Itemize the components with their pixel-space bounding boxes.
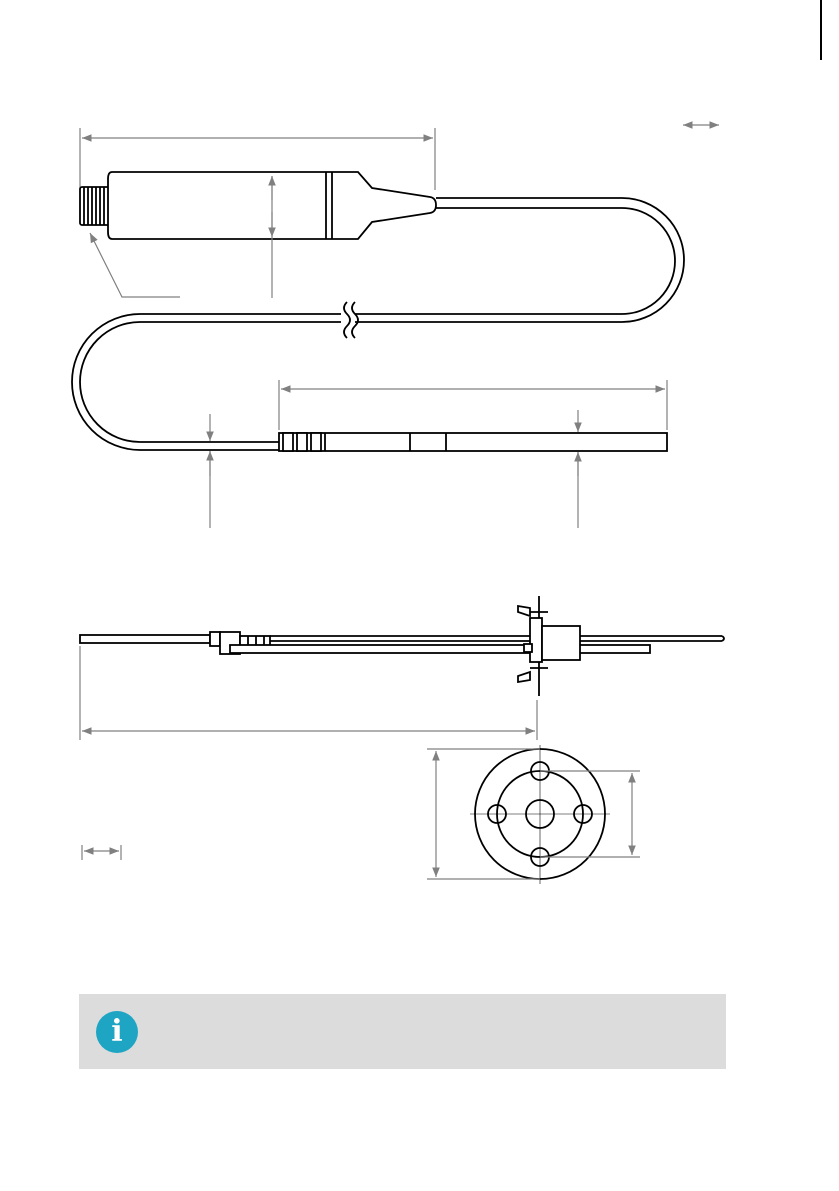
connector-leader [90, 233, 180, 297]
info-icon: i [96, 1011, 138, 1053]
probe-cable-view [72, 125, 719, 528]
probe-flange-side-view [80, 596, 724, 860]
insertion-length-dimension [80, 646, 537, 740]
probe-length-dimension [279, 380, 667, 430]
scale-bar [82, 845, 121, 860]
info-note [79, 994, 726, 1069]
cable-break-symbol [341, 302, 358, 338]
mounting-flange-front-view [427, 745, 640, 884]
m12-connector [80, 187, 110, 225]
measurement-probe [279, 433, 667, 451]
